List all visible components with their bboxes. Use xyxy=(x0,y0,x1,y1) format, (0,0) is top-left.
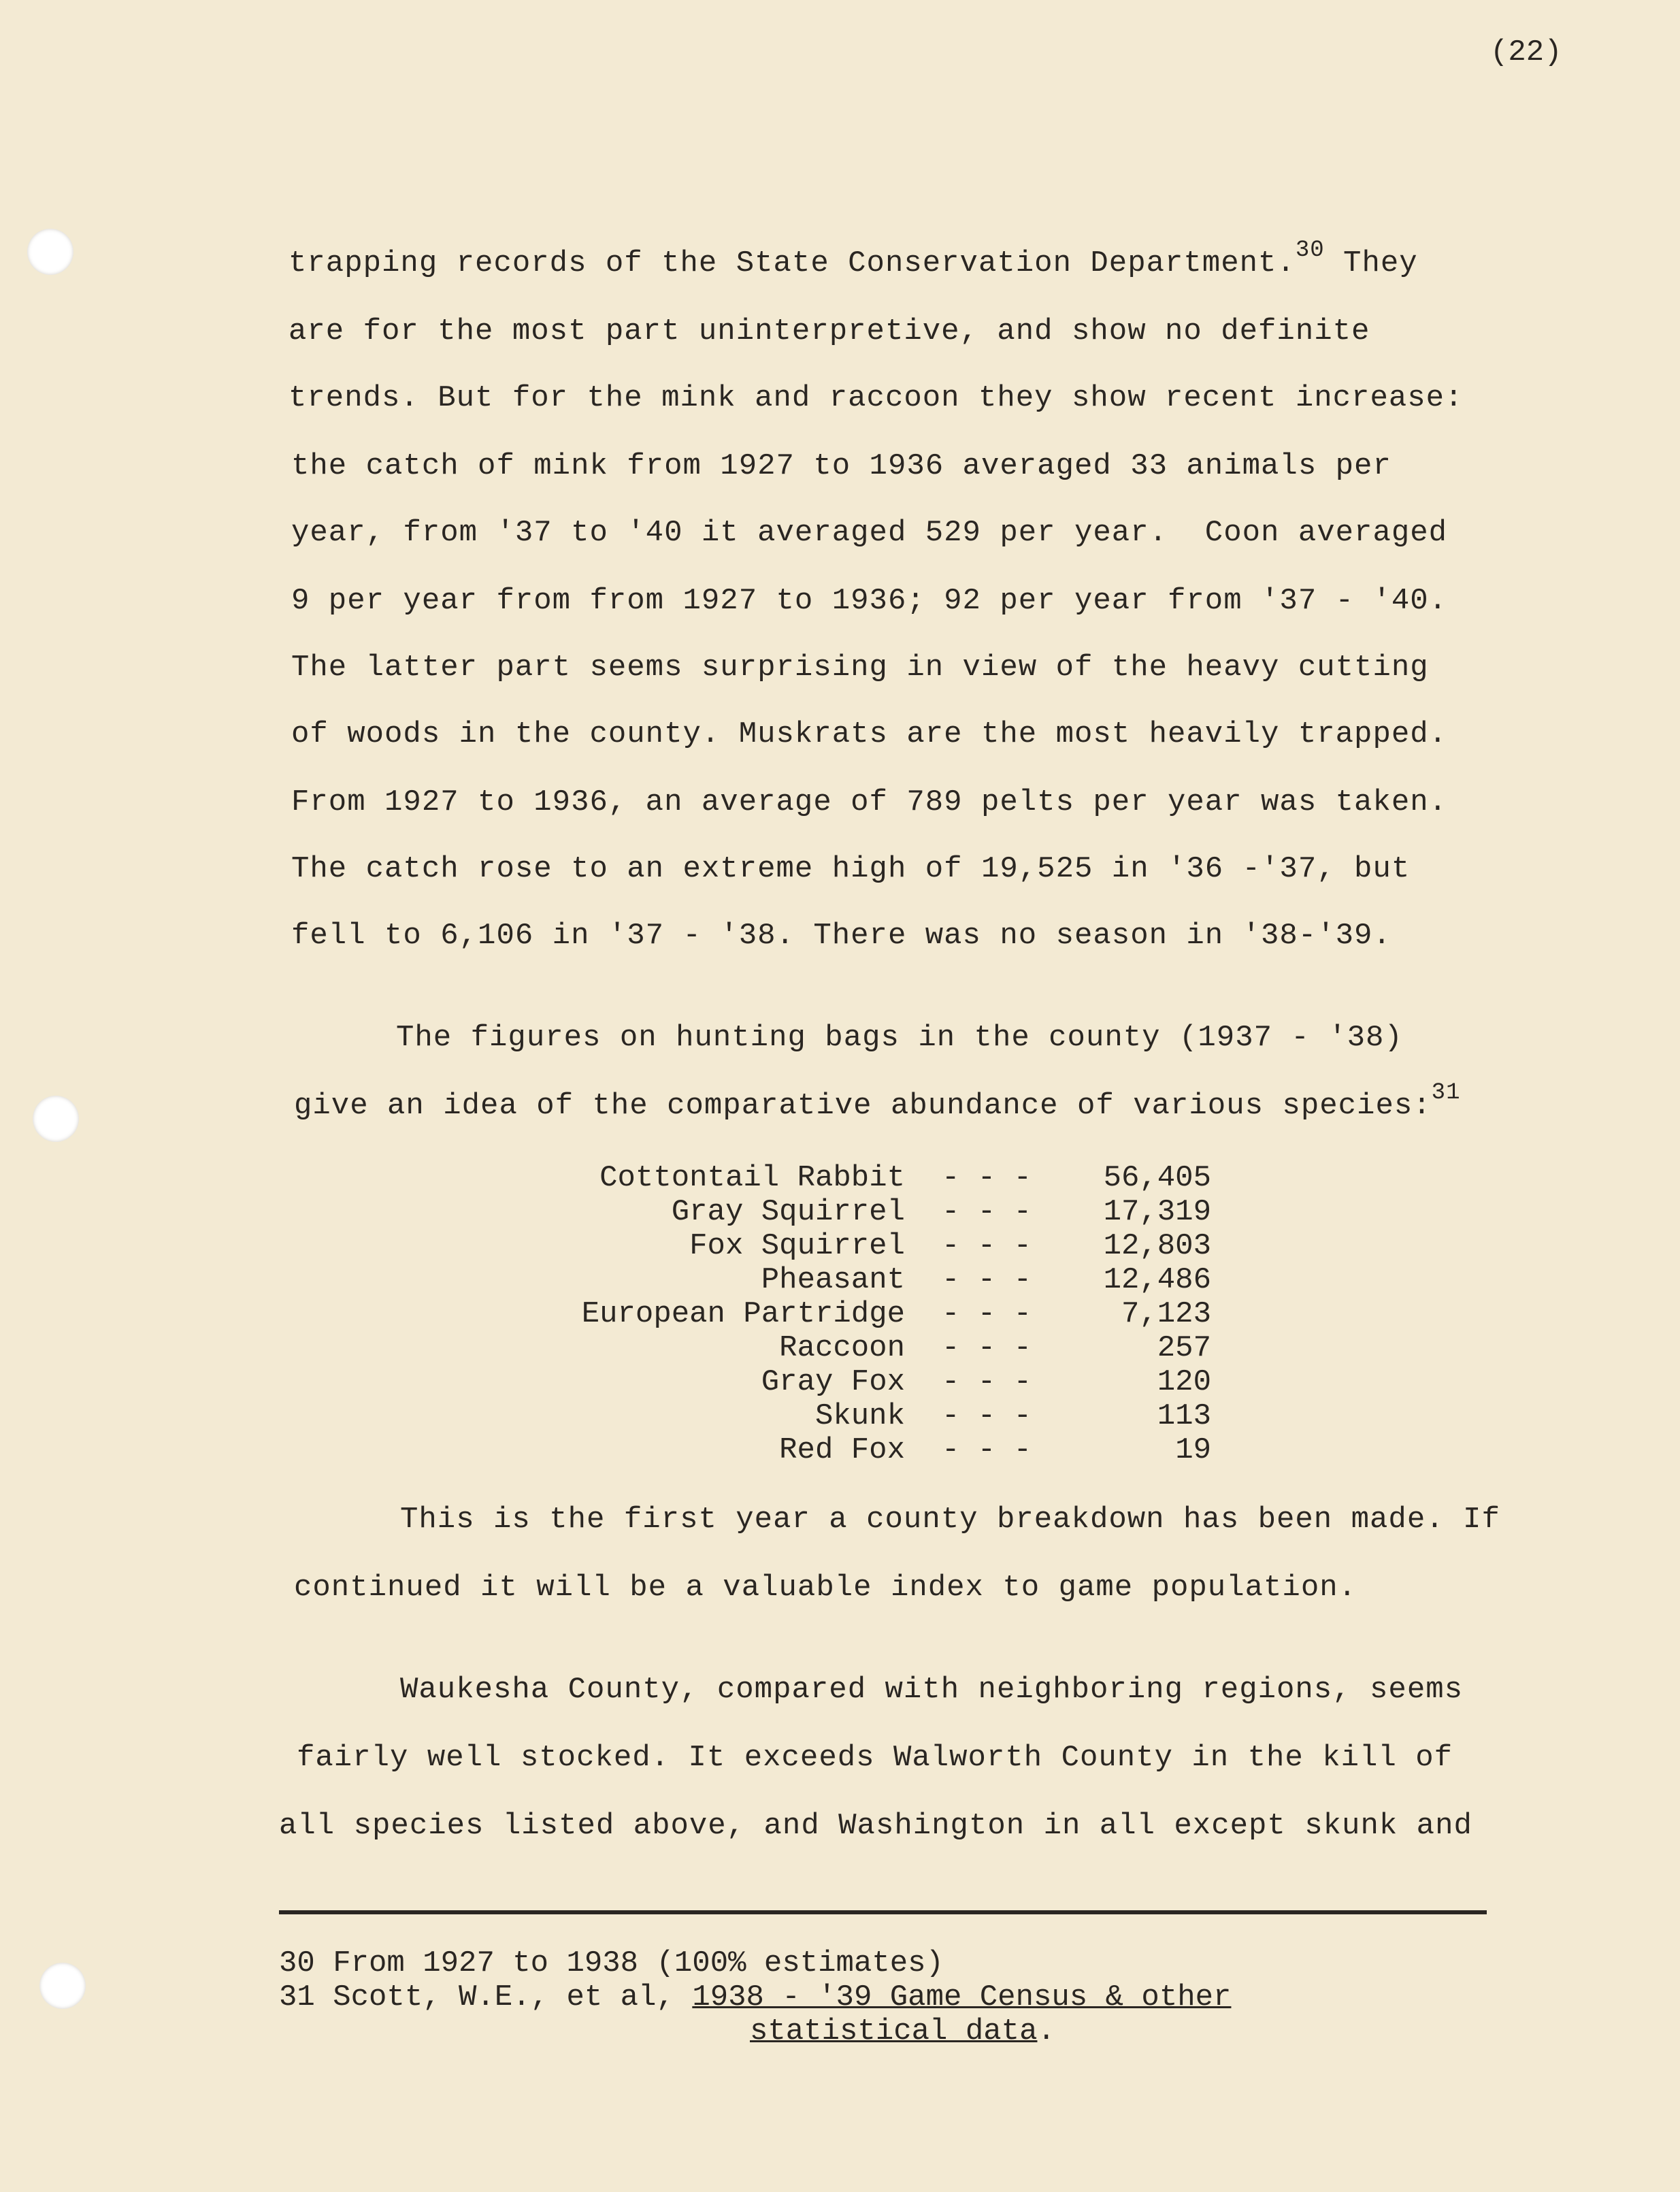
separator-dashes: - - - xyxy=(941,1161,1032,1195)
species-count: 113 xyxy=(1157,1399,1211,1433)
table-row xyxy=(517,1161,1211,1195)
species-name: Gray Fox xyxy=(761,1365,905,1399)
species-count: 56,405 xyxy=(1103,1161,1211,1195)
text-line: trapping records of the State Conservation Department.$^{30}$ They xyxy=(289,238,1418,280)
punch-hole xyxy=(27,229,73,275)
table-row xyxy=(517,1195,1211,1229)
table-row xyxy=(517,1365,1211,1399)
footnote-ref: 31 xyxy=(1431,1080,1461,1106)
species-count: 257 xyxy=(1157,1331,1211,1365)
species-name: Fox Squirrel xyxy=(689,1229,905,1263)
separator-dashes: - - - xyxy=(941,1263,1032,1297)
footnote-31-cont: statistical data. xyxy=(750,2014,1055,2048)
footnote-divider xyxy=(279,1910,1487,1914)
species-count: 12,803 xyxy=(1103,1229,1211,1263)
punch-hole xyxy=(39,1963,86,2009)
text-line: trends. But for the mink and raccoon they show recent increase: xyxy=(289,381,1464,415)
species-count: 19 xyxy=(1175,1433,1211,1467)
table-row xyxy=(517,1229,1211,1263)
footnote-title: 1938 - '39 Game Census & other xyxy=(692,1980,1232,2014)
separator-dashes: - - - xyxy=(941,1331,1032,1365)
table-row xyxy=(517,1263,1211,1297)
table-row xyxy=(517,1399,1211,1433)
species-name: Pheasant xyxy=(761,1263,905,1297)
page-number: (22) xyxy=(1490,35,1562,69)
text-line: give an idea of the comparative abundance of various species:$^{31}$ xyxy=(294,1080,1461,1123)
species-count: 7,123 xyxy=(1121,1297,1211,1331)
separator-dashes: - - - xyxy=(941,1433,1032,1467)
separator-dashes: - - - xyxy=(941,1229,1032,1263)
table-row xyxy=(517,1433,1211,1467)
separator-dashes: - - - xyxy=(941,1195,1032,1229)
text-line: Waukesha County, compared with neighboring regions, seems xyxy=(400,1673,1464,1707)
footnote-title: statistical data xyxy=(750,2014,1038,2048)
text-line: The latter part seems surprising in view of the heavy cutting xyxy=(291,651,1429,685)
text-line: From 1927 to 1936, an average of 789 pelts per year was taken. xyxy=(291,785,1448,819)
text-line: 9 per year from from 1927 to 1936; 92 per year from '37 - '40. xyxy=(291,584,1448,618)
text-line: all species listed above, and Washington in all except skunk and xyxy=(279,1809,1472,1843)
species-name: Raccoon xyxy=(779,1331,905,1365)
species-count: 17,319 xyxy=(1103,1195,1211,1229)
species-name: Cottontail Rabbit xyxy=(599,1161,905,1195)
text-line: fell to 6,106 in '37 - '38. There was no season in '38-'39. xyxy=(291,919,1391,953)
text-line: The figures on hunting bags in the county (1937 - '38) xyxy=(396,1021,1403,1055)
text-line: continued it will be a valuable index to game population. xyxy=(294,1571,1357,1605)
footnote-30: 30 From 1927 to 1938 (100% estimates) xyxy=(279,1946,944,1980)
footnote-ref: 30 xyxy=(1295,238,1325,263)
species-name: Red Fox xyxy=(779,1433,905,1467)
species-name: European Partridge xyxy=(581,1297,905,1331)
species-name: Gray Squirrel xyxy=(671,1195,905,1229)
separator-dashes: - - - xyxy=(941,1365,1032,1399)
text-line: fairly well stocked. It exceeds Walworth County in the kill of xyxy=(297,1741,1453,1775)
hunting-bags-table xyxy=(517,1161,1211,1467)
separator-dashes: - - - xyxy=(941,1399,1032,1433)
text-line: year, from '37 to '40 it averaged 529 per year. Coon averaged xyxy=(291,516,1448,550)
text-line: This is the first year a county breakdown has been made. If xyxy=(400,1503,1500,1537)
species-name: Skunk xyxy=(814,1399,905,1433)
punch-hole xyxy=(33,1096,79,1142)
species-count: 12,486 xyxy=(1103,1263,1211,1297)
table-row xyxy=(517,1297,1211,1331)
table-row xyxy=(517,1331,1211,1365)
text-line: The catch rose to an extreme high of 19,525 in '36 -'37, but xyxy=(291,852,1411,886)
species-count: 120 xyxy=(1157,1365,1211,1399)
footnote-31: 31 Scott, W.E., et al, 1938 - '39 Game Census & other xyxy=(279,1980,1232,2014)
text-line: of woods in the county. Muskrats are the most heavily trapped. xyxy=(291,717,1448,751)
text-line: the catch of mink from 1927 to 1936 averaged 33 animals per xyxy=(291,449,1391,483)
separator-dashes: - - - xyxy=(941,1297,1032,1331)
text-line: are for the most part uninterpretive, and show no definite xyxy=(289,314,1370,348)
